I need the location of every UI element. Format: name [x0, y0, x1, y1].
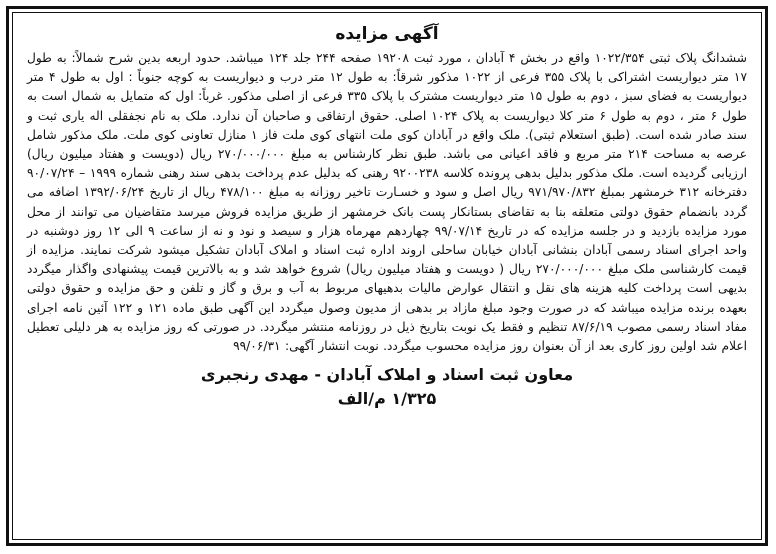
notice-inner-border	[12, 12, 762, 540]
notice-title: آگهی مزایده	[335, 24, 439, 44]
notice-body: ششدانگ پلاک ثبتی ۱۰۲۲/۳۵۴ واقع در بخش ۴ آبادان ، مورد ثبت ۱۹۲۰۸ صفحه ۲۴۴ جلد ۱۲۴ میباشد. حدود اربعه بدین شرح شمالاً: به طول ۱۷ متر دیواریست اشتراکی با پلاک ۳۵۵ فرعی از ۱۰۲۲ مذکور شرقاً: به طول ۱۲ متر درب و دیواریست به کوچه جنوباً : اول به طول ۴ متر دیواریست به فضای سبز ، دوم به طول ۱۵ متر دیواریست مشترک با پلاک ۳۳۵ فرعی از اصلی مذکور. غرباً: اول که متمایل به شمال است به طول ۶ متر ، دوم به طول ۶ متر کلا دیواریست به پلاک ۱۰۲۴ اصلی. حقوق ارتفاقی و صاحبان آن ندارد. ملک به نام نجفقلی اله یاری ثبت و سند صادر شده است. (طبق استعلام ثبتی). ملک واقع در آبادان کوی ملت انتهای کوی ملت فاز ۱ منازل تعاونی کوی ملت. ملک مذکور شامل عرصه به مساحت ۲۱۴ متر مربع و فاقد اعیانی می باشد. طبق نظر کارشناس به مبلغ ۲۷۰/۰۰۰/۰۰۰ ریال (دویست و هفتاد میلیون ریال) ارزیابی گردیده است. ملک مذکور بدلیل بدهی پرونده کلاسه ۹۲۰۰۲۳۸ رهنی که بدلیل عدم پرداخت بدهی سند رهنی شماره ۱۹۹۹ – ۹۰/۰۷/۲۴ دفترخانه ۳۱۲ خرمشهر بمبلغ ۹۷۱/۹۷۰/۸۳۲ ریال اصل و سود و خسـارت تاخیر روزانه به مبلغ ۴۷۸/۱۰۰ ریال از تاریخ ۱۳۹۲/۰۶/۲۴ اضافه می گردد بانضمام حقوق دولتی متعلقه بنا به تقاضای بستانکار پست بانک خرمشهر از طریق مزایده فروش میرسد متقاضیان می توانند از محل مورد مزایده بازدید و در جلسه مزایده که در تاریخ ۹۹/۰۷/۱۴ چهاردهم مهرماه هزار و سیصد و نود و نه از ساعت ۹ الی ۱۲ روز دوشنبه در واحد اجرای اسناد رسمی آبادان بنشانی آبادان خیابان ساحلی اروند اداره ثبت اسناد و املاک آبادان تشکیل میشود شرکت نمایند. مزایده از قیمت کارشناسی ملک مبلغ ۲۷۰/۰۰۰/۰۰۰ ریال ( دویست و هفتاد میلیون ریال) شروع خواهد شد و به بالاترین قیمت پیشنهادی واگذار میگردد بدیهی است پرداخت کلیه هزینه های نقل و انتقال عوارض مالیات بدهیهای مربوط به آب و برق و گاز و تلفن و حق مزایده و حقوق دولتی بعهده برنده مزایده میباشد که در صورت وجود مبلغ مازاد بر بدهی از مدیون وصول میگردد این آگهی طبق ماده ۱۲۱ و ۱۲۲ آئین نامه اجرای مفاد اسناد رسمی مصوب ۸۷/۶/۱۹ تنظیم و فقط یک نوبت بتاریخ ذیل در روزنامه منتشر میگردد. در صورتی که روز مزایده به هر دلیلی تعطیل اعلام شد اولین روز کاری بعد از آن بعنوان روز مزایده محسوب میگردد. نوبت انتشار آگهی: ۹۹/۰۶/۳۱	[27, 51, 748, 354]
notice-signature: معاون ثبت اسناد و املاک آبادان - مهدی رنجبری	[200, 365, 574, 385]
notice-frame	[6, 6, 768, 546]
notice-reference-number: ۱/۳۲۵ م/الف	[337, 389, 437, 409]
